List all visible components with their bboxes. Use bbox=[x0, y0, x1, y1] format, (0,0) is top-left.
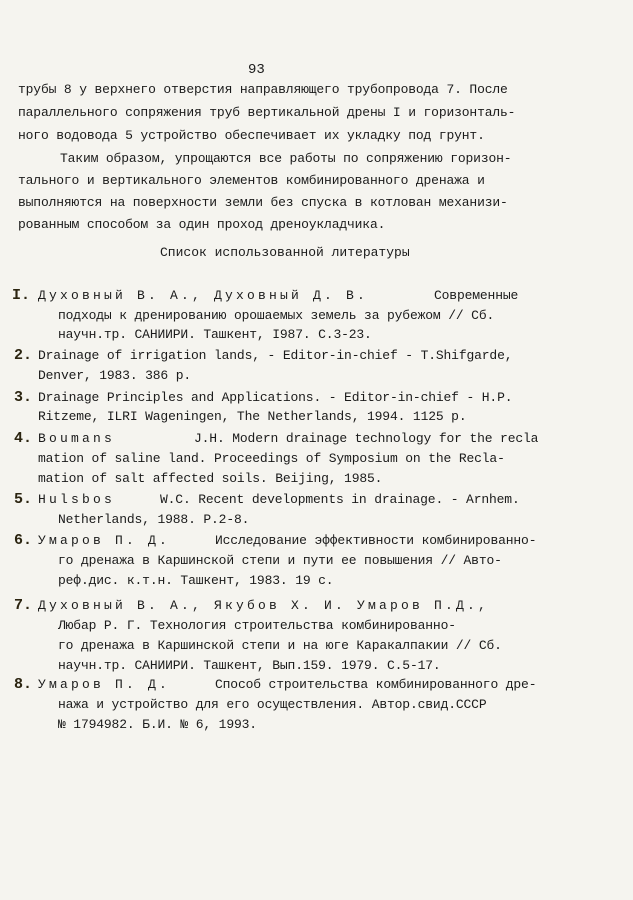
reference-number: I. bbox=[12, 287, 31, 304]
body-line: выполняются на поверхности земли без спуска в котлован механизи- bbox=[18, 195, 508, 210]
reference-author: Духовный В. А., Духовный Д. В. bbox=[38, 288, 369, 303]
reference-line: Любар Р. Г. Технология строительства комбинированно- bbox=[58, 618, 456, 633]
reference-line: mation of salt affected soils. Beijing, 1985. bbox=[38, 471, 383, 486]
reference-line: W.C. Recent developments in drainage. - Arnhem. bbox=[160, 492, 520, 507]
reference-line: нажа и устройство для его осуществления. Автор.свид.СССР bbox=[58, 697, 487, 712]
reference-author: Умаров П. Д. bbox=[38, 677, 171, 692]
body-line: Таким образом, упрощаются все работы по сопряжению горизон- bbox=[60, 151, 512, 166]
reference-author: Умаров П. Д. bbox=[38, 533, 171, 548]
reference-number: 8. bbox=[14, 676, 33, 693]
reference-author: Духовный В. А., Якубов Х. И. Умаров П.Д., bbox=[38, 598, 490, 613]
reference-line: Современные bbox=[434, 288, 519, 303]
reference-number: 5. bbox=[14, 491, 33, 508]
reference-line: Drainage of irrigation lands, - Editor-in-chief - T.Shifgarde, bbox=[38, 348, 513, 363]
reference-author: Hulsbos bbox=[38, 492, 116, 507]
page-number: 93 bbox=[248, 62, 265, 78]
body-line: тального и вертикального элементов комбинированного дренажа и bbox=[18, 173, 485, 188]
reference-line: научн.тр. САНИИРИ. Ташкент, Вып.159. 1979. С.5-17. bbox=[58, 658, 441, 673]
reference-line: Drainage Principles and Applications. - Editor-in-chief - H.P. bbox=[38, 390, 513, 405]
reference-line: № 1794982. Б.И. № 6, 1993. bbox=[58, 717, 257, 732]
reference-line: подходы к дренированию орошаемых земель за рубежом // Сб. bbox=[58, 308, 495, 323]
reference-number: 3. bbox=[14, 389, 33, 406]
reference-line: реф.дис. к.т.н. Ташкент, 1983. 19 с. bbox=[58, 573, 334, 588]
reference-line: Denver, 1983. 386 p. bbox=[38, 368, 192, 383]
body-line: трубы 8 у верхнего отверстия направляющего трубопровода 7. После bbox=[18, 82, 508, 97]
reference-number: 2. bbox=[14, 347, 33, 364]
reference-line: Способ строительства комбинированного дре- bbox=[215, 677, 537, 692]
reference-line: Netherlands, 1988. P.2-8. bbox=[58, 512, 250, 527]
reference-number: 6. bbox=[14, 532, 33, 549]
reference-number: 7. bbox=[14, 597, 33, 614]
reference-line: го дренажа в Каршинской степи и пути ее повышения // Авто- bbox=[58, 553, 502, 568]
body-line: рованным способом за один проход дреноукладчика. bbox=[18, 217, 386, 232]
reference-line: научн.тр. САНИИРИ. Ташкент, I987. С.3-23. bbox=[58, 327, 372, 342]
body-line: ного водовода 5 устройство обеспечивает их укладку под грунт. bbox=[18, 128, 485, 143]
references-heading: Список использованной литературы bbox=[160, 245, 410, 260]
reference-line: J.H. Modern drainage technology for the recla bbox=[194, 431, 539, 446]
reference-line: Исследование эффективности комбинированно- bbox=[215, 533, 537, 548]
reference-line: Ritzeme, ILRI Wageningen, The Netherlands, 1994. 1125 p. bbox=[38, 409, 467, 424]
reference-line: го дренажа в Каршинской степи и на юге Каракалпакии // Сб. bbox=[58, 638, 502, 653]
reference-author: Boumans bbox=[38, 431, 116, 446]
body-line: параллельного сопряжения труб вертикальной дрены I и горизонталь- bbox=[18, 105, 516, 120]
reference-line: mation of saline land. Proceedings of Symposium on the Recla- bbox=[38, 451, 505, 466]
reference-number: 4. bbox=[14, 430, 33, 447]
